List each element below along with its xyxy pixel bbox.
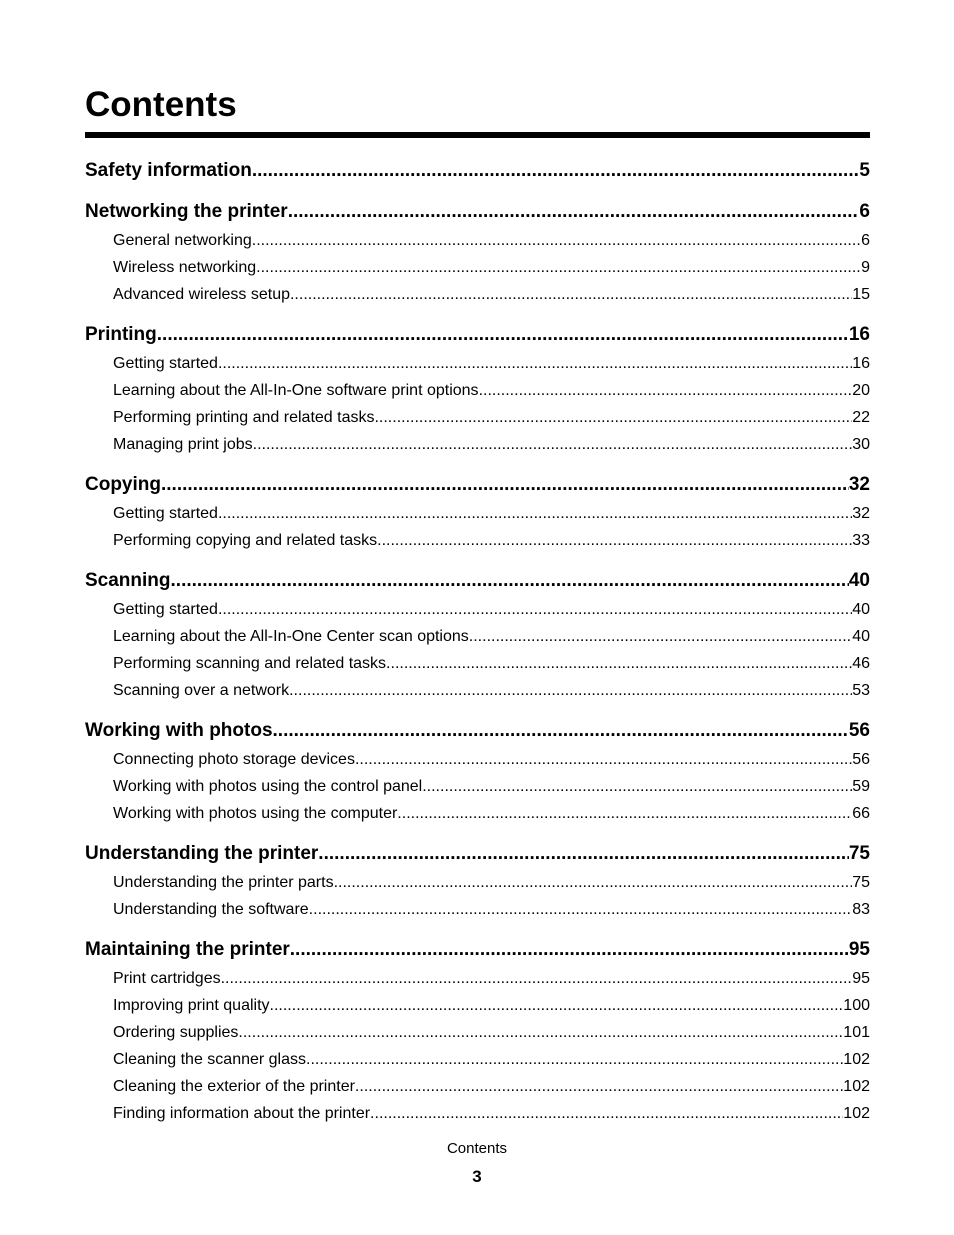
dot-leader [221,965,853,992]
dot-leader [374,404,852,431]
page-title: Contents [85,85,237,124]
toc-section [85,321,870,458]
toc-subentry-title: Advanced wireless setup [113,286,290,303]
toc-chapter-entry[interactable] [85,717,870,745]
toc-subentry-title: Getting started [113,355,218,372]
dot-leader [355,746,852,773]
footer-page-number: 3 [472,1167,482,1186]
toc-subentry-page: 59 [852,778,870,795]
toc-subentry-title: Learning about the All-In-One software print options [113,382,479,399]
dot-leader [218,500,852,527]
toc-subentry[interactable] [85,677,870,704]
toc-subentry-title: Cleaning the exterior of the printer [113,1078,355,1095]
toc-chapter-entry[interactable] [85,157,870,185]
toc-subentry[interactable] [85,800,870,827]
toc-section [85,157,870,185]
toc-subentry[interactable] [85,1100,870,1127]
footer-label: Contents [446,1140,508,1157]
toc-subentry-title: General networking [113,232,252,249]
toc-subentry-title: Performing scanning and related tasks [113,655,387,672]
toc-subentry[interactable] [85,623,870,650]
toc-chapter-title: Maintaining the printer [85,939,290,960]
dot-leader [355,1073,843,1100]
toc-subentry-page: 102 [843,1078,870,1095]
dot-leader [318,840,849,868]
toc-subentry-page: 40 [852,601,870,618]
toc-subentry-page: 75 [852,874,870,891]
toc-subentry[interactable] [85,1073,870,1100]
dot-leader [289,677,852,704]
toc-subentry[interactable] [85,1019,870,1046]
toc-subentry-title: Improving print quality [113,997,270,1014]
toc-subentry[interactable] [85,746,870,773]
dot-leader [252,227,861,254]
toc-subentry-title: Wireless networking [113,259,257,276]
toc-subentry[interactable] [85,1046,870,1073]
dot-leader [370,1100,843,1127]
toc-subentry-page: 16 [852,355,870,372]
toc-chapter-title: Understanding the printer [85,843,319,864]
toc-subentry-title: Performing printing and related tasks [113,409,375,426]
toc-subentry-page: 22 [852,409,870,426]
toc-subentry-page: 102 [843,1051,870,1068]
toc-subentry-title: Print cartridges [113,970,221,987]
toc-subentry-title: Getting started [113,601,218,618]
toc-section [85,198,870,308]
toc-chapter-entry[interactable] [85,471,870,499]
toc-subentry-title: Learning about the All-In-One Center scan options [113,628,469,645]
toc-subentry-title: Working with photos using the control panel [113,778,423,795]
toc-subentry-page: 83 [852,901,870,918]
toc-subentry-title: Cleaning the scanner glass [113,1051,307,1068]
toc-subentry[interactable] [85,350,870,377]
toc-subentry[interactable] [85,896,870,923]
toc-subentry-page: 101 [843,1024,870,1041]
toc-section [85,471,870,554]
toc-subentry-title: Performing copying and related tasks [113,532,378,549]
toc-subentry-page: 46 [852,655,870,672]
toc-subentry-page: 20 [852,382,870,399]
toc-chapter-page: 32 [848,474,870,495]
toc-subentry[interactable] [85,650,870,677]
dot-leader [218,350,852,377]
toc-subentry-page: 95 [852,970,870,987]
toc-section [85,840,870,923]
toc-subentry[interactable] [85,500,870,527]
toc-chapter-title: Networking the printer [85,201,288,222]
toc-subentry[interactable] [85,404,870,431]
dot-leader [479,377,853,404]
toc-chapter-page: 6 [859,201,870,222]
toc-chapter-entry[interactable] [85,840,870,868]
dot-leader [288,198,860,226]
toc-subentry-title: Understanding the software [113,901,309,918]
toc-subentry-title: Managing print jobs [113,436,253,453]
toc-subentry-page: 53 [852,682,870,699]
toc-chapter-page: 56 [848,720,870,741]
toc-chapter-page: 40 [848,570,870,591]
toc-subentry[interactable] [85,431,870,458]
toc-subentry[interactable] [85,869,870,896]
toc-subentry-title: Working with photos using the computer [113,805,398,822]
toc-subentry-page: 30 [852,436,870,453]
toc-chapter-entry[interactable] [85,936,870,964]
toc-section [85,717,870,827]
toc-chapter-page: 5 [859,160,870,181]
toc-chapter-page: 95 [848,939,870,960]
toc-section [85,936,870,1127]
toc-subentry[interactable] [85,227,870,254]
toc-chapter-page: 16 [848,324,870,345]
toc-subentry-title: Connecting photo storage devices [113,751,355,768]
toc-section [85,567,870,704]
toc-subentry[interactable] [85,377,870,404]
dot-leader [422,773,852,800]
dot-leader [252,157,860,185]
toc-subentry-title: Getting started [113,505,218,522]
toc-subentry-page: 66 [852,805,870,822]
toc-subentry-page: 9 [861,259,870,276]
dot-leader [157,321,849,349]
toc-subentry-page: 40 [852,628,870,645]
title-rule [85,132,870,138]
dot-leader [270,992,844,1019]
dot-leader [273,717,849,745]
toc-subentry-page: 15 [852,286,870,303]
toc-chapter-title: Working with photos [85,720,273,741]
table-of-contents [85,157,870,1140]
toc-subentry[interactable] [85,596,870,623]
toc-subentry[interactable] [85,965,870,992]
toc-subentry[interactable] [85,773,870,800]
toc-subentry-title: Understanding the printer parts [113,874,334,891]
dot-leader [171,567,849,595]
dot-leader [306,1046,843,1073]
toc-subentry[interactable] [85,992,870,1019]
dot-leader [386,650,852,677]
toc-chapter-page: 75 [848,843,870,864]
toc-subentry-title: Finding information about the printer [113,1105,371,1122]
toc-subentry-page: 56 [852,751,870,768]
toc-subentry-title: Scanning over a network [113,682,290,699]
toc-chapter-title: Scanning [85,570,171,591]
dot-leader [256,254,861,281]
dot-leader [253,431,853,458]
toc-chapter-title: Copying [85,474,161,495]
toc-subentry-page: 6 [861,232,870,249]
toc-chapter-title: Safety information [85,160,252,181]
dot-leader [238,1019,843,1046]
toc-chapter-entry[interactable] [85,567,870,595]
dot-leader [309,896,853,923]
toc-chapter-entry[interactable] [85,321,870,349]
toc-subentry-page: 32 [852,505,870,522]
toc-subentry-page: 102 [843,1105,870,1122]
toc-subentry[interactable] [85,254,870,281]
dot-leader [334,869,853,896]
dot-leader [397,800,852,827]
dot-leader [469,623,852,650]
dot-leader [290,936,849,964]
dot-leader [290,281,852,308]
toc-chapter-entry[interactable] [85,198,870,226]
dot-leader [377,527,852,554]
toc-chapter-title: Printing [85,324,157,345]
toc-subentry-page: 100 [843,997,870,1014]
toc-subentry[interactable] [85,527,870,554]
toc-subentry-page: 33 [852,532,870,549]
toc-subentry-title: Ordering supplies [113,1024,239,1041]
toc-subentry[interactable] [85,281,870,308]
dot-leader [218,596,852,623]
dot-leader [161,471,849,499]
